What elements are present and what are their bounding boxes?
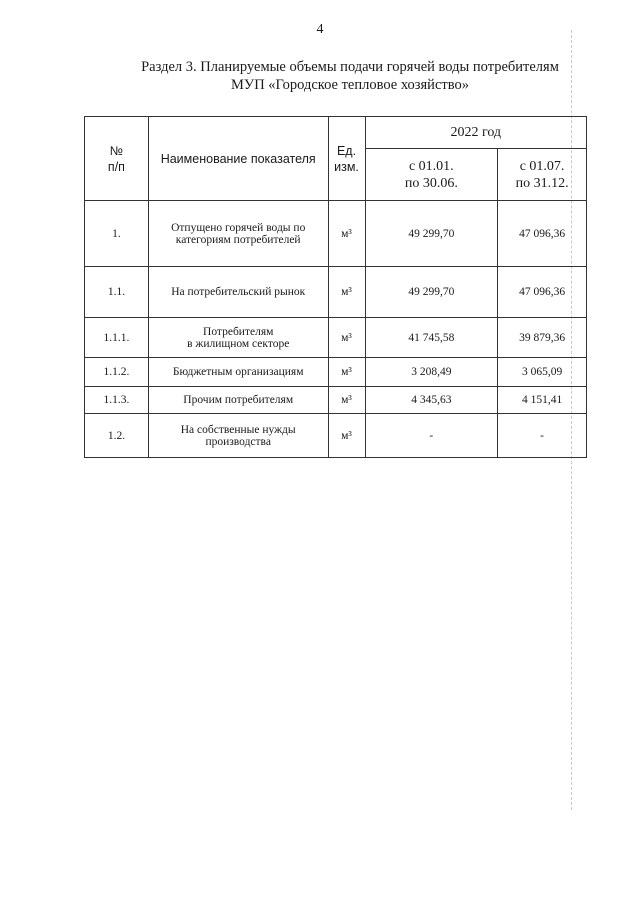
row-name: На собственные нужды производства <box>148 414 328 458</box>
row-value-period-1: 3 208,49 <box>365 358 498 387</box>
row-value-period-1: 41 745,58 <box>365 318 498 358</box>
row-number: 1. <box>85 201 149 267</box>
row-unit: м³ <box>328 318 365 358</box>
row-number: 1.1.3. <box>85 387 149 414</box>
table-row <box>85 414 587 458</box>
row-unit: м³ <box>328 358 365 387</box>
row-unit: м³ <box>328 201 365 267</box>
header-period-1: с 01.01. по 30.06. <box>365 149 498 201</box>
table-row <box>85 267 587 318</box>
header-period-2: с 01.07. по 31.12. <box>498 149 587 201</box>
row-unit: м³ <box>328 387 365 414</box>
row-value-period-1: 4 345,63 <box>365 387 498 414</box>
row-number: 1.1. <box>85 267 149 318</box>
row-number: 1.1.1. <box>85 318 149 358</box>
table-header-row <box>85 117 587 149</box>
row-value-period-2: 47 096,36 <box>498 267 587 318</box>
row-unit: м³ <box>328 267 365 318</box>
row-value-period-2: 39 879,36 <box>498 318 587 358</box>
row-value-period-2: - <box>498 414 587 458</box>
row-value-period-1: 49 299,70 <box>365 201 498 267</box>
section-title-line-1: Раздел 3. Планируемые объемы подачи горячей воды потребителям <box>141 59 559 75</box>
row-name: Отпущено горячей воды по категориям потребителей <box>148 201 328 267</box>
hot-water-volume-table <box>84 116 587 458</box>
row-value-period-2: 4 151,41 <box>498 387 587 414</box>
row-value-period-1: - <box>365 414 498 458</box>
table-row <box>85 201 587 267</box>
row-number: 1.2. <box>85 414 149 458</box>
row-name: Бюджетным организациям <box>148 358 328 387</box>
table-row <box>85 358 587 387</box>
row-number: 1.1.2. <box>85 358 149 387</box>
header-indicator: Наименование показателя <box>148 117 328 201</box>
row-name: На потребительский рынок <box>148 267 328 318</box>
table-row <box>85 387 587 414</box>
header-unit: Ед. изм. <box>328 117 365 201</box>
row-value-period-1: 49 299,70 <box>365 267 498 318</box>
row-value-period-2: 47 096,36 <box>498 201 587 267</box>
section-title <box>120 58 580 94</box>
header-number: № п/п <box>85 117 149 201</box>
table-row <box>85 318 587 358</box>
row-name: Прочим потребителям <box>148 387 328 414</box>
section-title-line-2: МУП «Городское тепловое хозяйство» <box>231 77 469 93</box>
row-value-period-2: 3 065,09 <box>498 358 587 387</box>
header-year: 2022 год <box>365 117 586 149</box>
row-unit: м³ <box>328 414 365 458</box>
row-name: Потребителям в жилищном секторе <box>148 318 328 358</box>
page-number: 4 <box>316 22 324 37</box>
